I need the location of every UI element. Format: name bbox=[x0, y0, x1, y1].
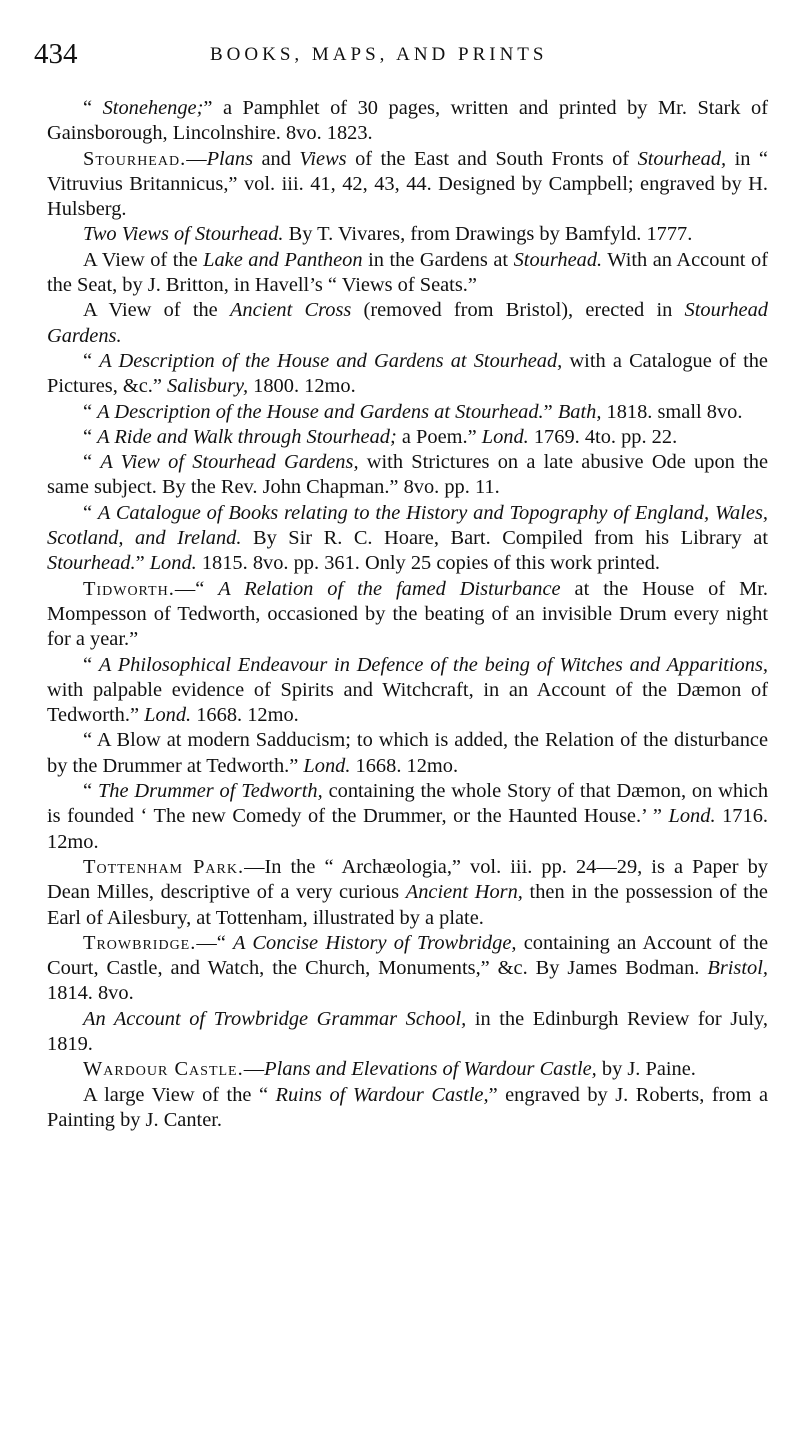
italic-run: Bath, bbox=[557, 400, 602, 423]
entry-lake-pantheon bbox=[47, 248, 768, 299]
text-run: 1668. 12mo. bbox=[350, 754, 459, 777]
entry-description-bath bbox=[47, 400, 768, 425]
page-number: 434 bbox=[34, 38, 78, 70]
italic-run: A Catalogue of Books relating to the History and Topography of England, Wales, Scotland, and Ireland. bbox=[47, 501, 768, 550]
text-run: a Poem.” bbox=[396, 425, 482, 448]
text-run: A View of the bbox=[83, 248, 204, 271]
italic-run: Plans and Elevations of Wardour Castle, bbox=[264, 1058, 597, 1081]
text-run: “ bbox=[83, 653, 99, 676]
text-run: A large View of the “ bbox=[83, 1083, 276, 1106]
place-heading: Stourhead. bbox=[83, 147, 187, 170]
italic-run: Stourhead Gardens. bbox=[47, 299, 768, 347]
italic-run: Two Views of Stourhead. bbox=[83, 223, 284, 246]
italic-run: A View of Stourhead Gardens, bbox=[100, 451, 359, 474]
italic-run: Ancient Cross bbox=[229, 299, 352, 322]
italic-run: The Drummer of Tedworth, bbox=[97, 780, 323, 803]
running-title: BOOKS, MAPS, AND PRINTS bbox=[210, 44, 548, 65]
entry-catalogue-books bbox=[47, 501, 768, 577]
italic-run: Lond. bbox=[149, 552, 197, 575]
entry-ride-and-walk bbox=[47, 425, 768, 450]
text-run: 1668. 12mo. bbox=[191, 704, 299, 727]
entry-stourhead-plans bbox=[47, 147, 768, 223]
text-run: in the Gardens at bbox=[362, 248, 514, 271]
text-run: —“ bbox=[196, 931, 234, 954]
text-run: at the House of Mr. Mompesson of Tedworth, occasioned by the beating of an invisible Drum every night for a year.” bbox=[47, 577, 768, 651]
entry-blow-sadducism bbox=[47, 728, 768, 779]
italic-run: Plans bbox=[206, 147, 254, 170]
italic-run: A Ride and Walk through Stourhead; bbox=[97, 425, 397, 448]
text-run: with Strictures on a late abusive Ode upon the same subject. By the Rev. John Chapman.” 8vo. pp. 11. bbox=[47, 451, 769, 499]
text-run: 1814. 8vo. bbox=[47, 982, 134, 1005]
place-heading: Trowbridge. bbox=[83, 931, 197, 954]
entry-tottenham-park bbox=[47, 855, 768, 931]
text-run: with palpable evidence of Spirits and Witchcraft, in an Account of the Dæmon of Tedworth.” bbox=[47, 678, 768, 727]
text-run: 1818. small 8vo. bbox=[601, 400, 743, 423]
text-run: By Sir R. C. Hoare, Bart. Compiled from his Library at bbox=[241, 527, 768, 550]
italic-run: A Relation of the famed Disturbance bbox=[218, 577, 561, 600]
entry-ancient-cross bbox=[47, 298, 768, 349]
text-run: 1769. 4to. pp. 22. bbox=[528, 425, 678, 448]
text-run: “ A Blow at modern Sadducism; to which is added, the Relation of the disturbance by the Drummer at Tedworth.” bbox=[47, 729, 768, 777]
text-run: — bbox=[186, 147, 207, 170]
place-heading: Tottenham Park. bbox=[83, 855, 245, 878]
italic-run: An Account of Trowbridge Grammar School, bbox=[83, 1007, 467, 1030]
text-run: ” engraved by J. Roberts, from a Painting by J. Canter. bbox=[47, 1083, 769, 1131]
text-run: with a Catalogue of the Pictures, &c.” bbox=[47, 349, 768, 398]
italic-run: Stonehenge; bbox=[102, 97, 204, 119]
text-run: 1716. 12mo. bbox=[47, 805, 768, 853]
italic-run: A Philosophical Endeavour in Defence of the being of Witches and Apparitions, bbox=[98, 653, 768, 676]
entry-philosophical-endeavour bbox=[47, 653, 768, 729]
italic-run: A Concise History of Trowbridge, bbox=[233, 931, 517, 954]
entry-stonehenge-pamphlet bbox=[47, 96, 768, 147]
italic-run: Stourhead, bbox=[637, 147, 727, 170]
entry-trowbridge-grammar bbox=[47, 1007, 768, 1058]
text-run: —In the “ Archæologia,” vol. iii. pp. 24—29, is a Paper by Dean Milles, descriptive of a very curious bbox=[47, 855, 768, 904]
italic-run: A Description of the House and Gardens at Stourhead. bbox=[97, 400, 544, 423]
italic-run: Salisbury, bbox=[167, 375, 249, 398]
italic-run: Lond. bbox=[668, 805, 716, 828]
italic-run: Views bbox=[299, 147, 347, 170]
text-run: (removed from Bristol), erected in bbox=[351, 299, 685, 322]
place-heading: Wardour Castle. bbox=[83, 1058, 244, 1081]
entry-wardour-ruins bbox=[47, 1083, 768, 1134]
text-run: and bbox=[253, 147, 300, 170]
italic-run: Ruins of Wardour Castle, bbox=[275, 1083, 489, 1106]
text-run: then in the possession of the Earl of Ailesbury, at Tottenham, illustrated by a plate. bbox=[47, 881, 768, 929]
page-header bbox=[34, 38, 774, 78]
text-run: By T. Vivares, from Drawings by Bamfyld. 1777. bbox=[283, 223, 693, 246]
text-run: “ bbox=[83, 349, 100, 372]
text-run: 1800. 12mo. bbox=[248, 375, 356, 398]
text-run: — bbox=[243, 1058, 265, 1081]
entry-drummer-tedworth bbox=[47, 779, 768, 855]
place-heading: Tidworth. bbox=[83, 577, 175, 600]
italic-run: Lake and Pantheon bbox=[203, 248, 363, 271]
italic-run: Ancient Horn, bbox=[405, 881, 523, 904]
italic-run: A Description of the House and Gardens at Stourhead, bbox=[99, 349, 563, 372]
text-run: by J. Paine. bbox=[596, 1058, 696, 1081]
text-run: of the East and South Fronts of bbox=[346, 147, 638, 170]
text-run: A View of the bbox=[83, 299, 230, 322]
text-run: containing an Account of the Court, Castle, and Watch, the Church, Monuments,” &c. By James Bodman. bbox=[47, 931, 768, 980]
text-run: “ bbox=[83, 400, 98, 423]
italic-run: Lond. bbox=[481, 425, 529, 448]
entry-trowbridge-history bbox=[47, 931, 768, 1007]
italic-run: Bristol, bbox=[707, 957, 768, 980]
text-run: “ bbox=[83, 501, 98, 524]
entry-description-salisbury bbox=[47, 349, 768, 400]
text-run: With an Account of the Seat, by J. Britton, in Havell’s “ Views of Seats.” bbox=[47, 248, 768, 297]
text-run: “ bbox=[83, 451, 101, 474]
entry-wardour-plans bbox=[47, 1057, 768, 1082]
entry-view-gardens bbox=[47, 450, 768, 501]
text-run: ” bbox=[135, 552, 150, 575]
entry-stourhead-two-views bbox=[47, 222, 768, 247]
italic-run: Lond. bbox=[303, 754, 351, 777]
text-run: “ bbox=[83, 97, 103, 119]
italic-run: Stourhead. bbox=[513, 248, 603, 271]
italic-run: Lond. bbox=[144, 704, 192, 727]
bibliography-text bbox=[47, 96, 768, 1133]
text-run: —“ bbox=[174, 577, 219, 600]
text-run: 1815. 8vo. pp. 361. Only 25 copies of this work printed. bbox=[196, 552, 661, 575]
entry-tidworth-relation bbox=[47, 577, 768, 653]
text-run: ” a Pamphlet of 30 pages, written and printed by Mr. Stark of Gainsborough, Lincolnshire. 8vo. 1823. bbox=[47, 97, 768, 145]
text-run: in “ Vitruvius Britannicus,” vol. iii. 41, 42, 43, 44. Designed by Campbell; engraved by H. Hulsberg. bbox=[47, 147, 768, 221]
text-run: in the Edinburgh Review for July, 1819. bbox=[47, 1007, 768, 1055]
text-run: ” bbox=[543, 400, 558, 423]
italic-run: Stourhead. bbox=[47, 552, 136, 575]
text-run: “ bbox=[83, 425, 98, 448]
text-run: containing the whole Story of that Dæmon, on which is founded ‘ The new Comedy of the Drummer, or the Haunted House.’ ” bbox=[47, 780, 769, 828]
text-run: “ bbox=[83, 780, 98, 803]
